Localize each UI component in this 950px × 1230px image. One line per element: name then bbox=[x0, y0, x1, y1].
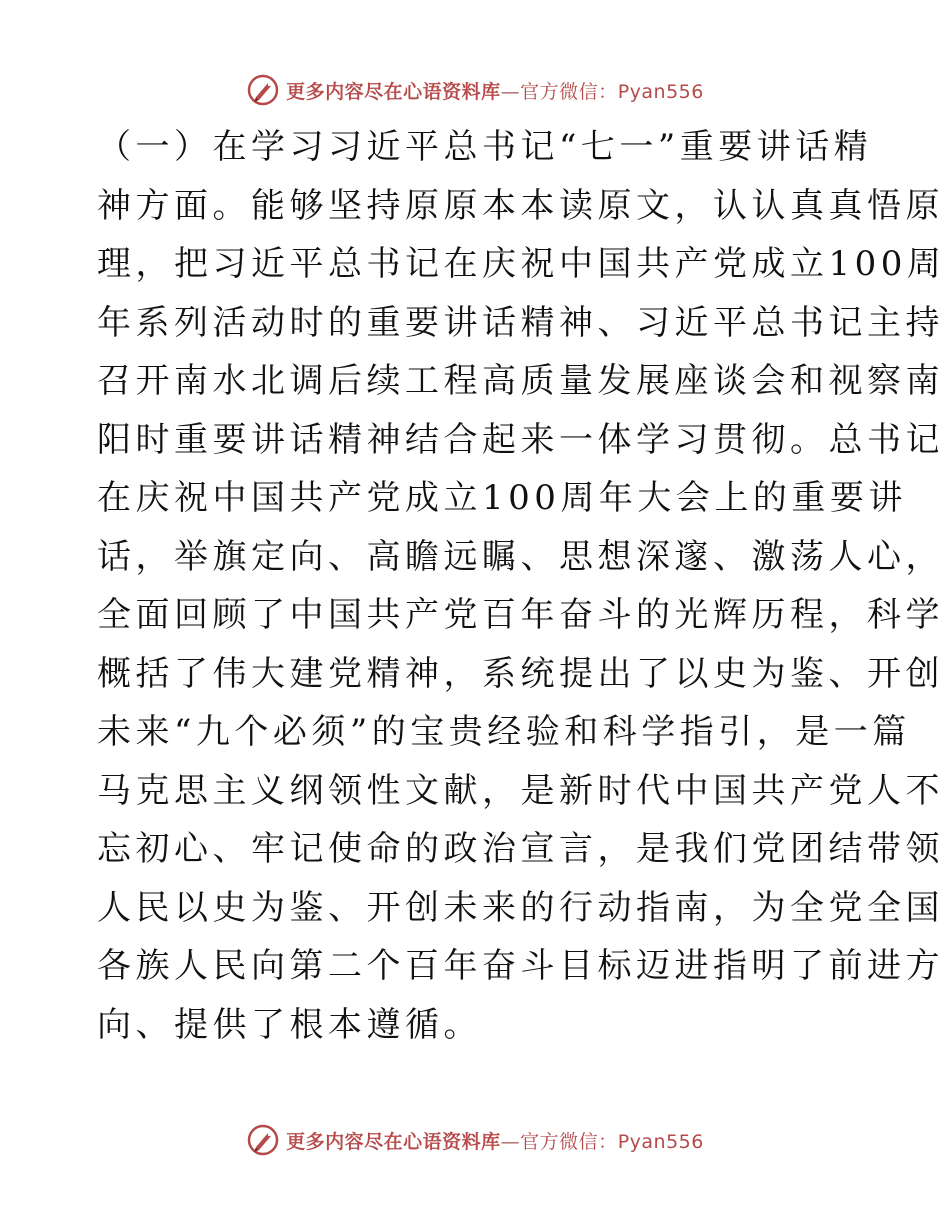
body-line: 召开南水北调后续工程高质量发展座谈会和视察南 bbox=[97, 361, 944, 401]
body-line: 马克思主义纲领性文献，是新时代中国共产党人不 bbox=[97, 770, 944, 811]
pen-nib-logo-icon bbox=[246, 73, 280, 107]
watermark-wechat-id: Pyan556 bbox=[617, 1130, 704, 1153]
body-line: 向、提供了根本遵循。 bbox=[97, 1004, 482, 1045]
watermark-text bbox=[286, 77, 704, 104]
watermark-brand: 更多内容尽在心语资料库 bbox=[286, 80, 501, 103]
body-line: 概括了伟大建党精神，系统提出了以史为鉴、开创 bbox=[97, 653, 944, 694]
watermark-wechat-label: 官方微信： bbox=[520, 1130, 618, 1153]
body-line: 阳时重要讲话精神结合起来一体学习贯彻。总书记 bbox=[97, 419, 944, 460]
body-line: 未来“九个必须”的宝贵经验和科学指引，是一篇 bbox=[97, 712, 911, 752]
body-line: 神方面。能够坚持原原本本读原文，认认真真悟原 bbox=[97, 185, 944, 226]
body-line: 在庆祝中国共产党成立100周年大会上的重要讲 bbox=[97, 478, 907, 518]
watermark-text bbox=[286, 1127, 704, 1154]
watermark-separator: — bbox=[500, 1130, 521, 1153]
body-line: 各族人民向第二个百年奋斗目标迈进指明了前进方 bbox=[97, 946, 944, 986]
body-line: 全面回顾了中国共产党百年奋斗的光辉历程，科学 bbox=[97, 595, 944, 635]
watermark-brand: 更多内容尽在心语资料库 bbox=[286, 1130, 501, 1153]
document-body bbox=[97, 118, 946, 1054]
watermark-separator: — bbox=[500, 80, 521, 103]
body-line: 年系列活动时的重要讲话精神、习近平总书记主持 bbox=[97, 302, 944, 343]
body-line: 话，举旗定向、高瞻远瞩、思想深邃、激荡人心， bbox=[97, 536, 944, 577]
body-line: 人民以史为鉴、开创未来的行动指南，为全党全国 bbox=[97, 887, 944, 928]
body-line: 忘初心、牢记使命的政治宣言，是我们党团结带领 bbox=[97, 829, 944, 869]
watermark-wechat-id: Pyan556 bbox=[617, 80, 704, 103]
body-line: （一）在学习习近平总书记“七一”重要讲话精 bbox=[97, 127, 873, 167]
footer-watermark bbox=[0, 1120, 950, 1160]
header-watermark bbox=[0, 70, 950, 110]
watermark-wechat-label: 官方微信： bbox=[520, 80, 618, 103]
pen-nib-logo-icon bbox=[246, 1123, 280, 1157]
body-line: 理，把习近平总书记在庆祝中国共产党成立100周 bbox=[97, 244, 946, 284]
